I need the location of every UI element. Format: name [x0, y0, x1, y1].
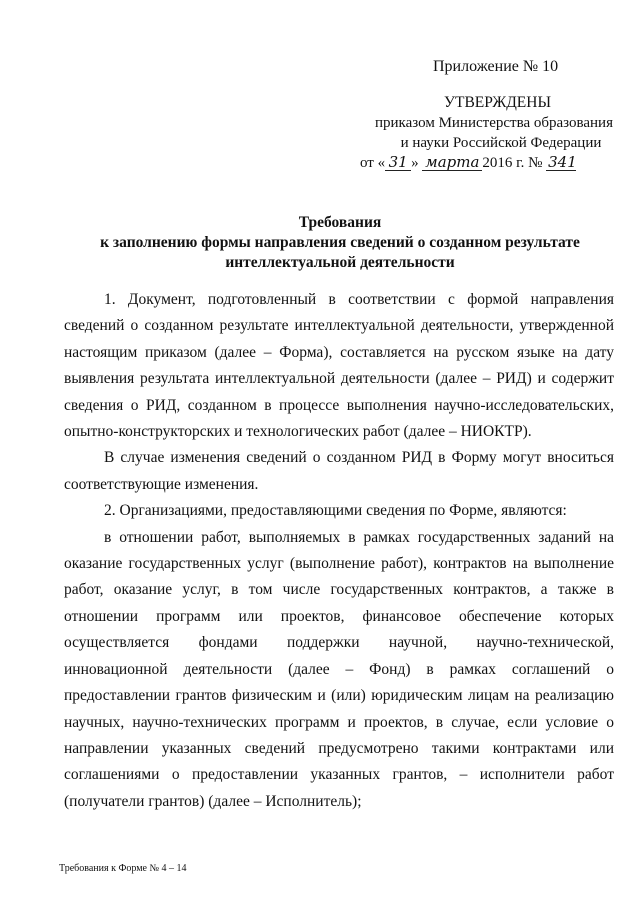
approved-title: УТВЕРЖДЕНЫ	[444, 94, 551, 111]
heading-line-2: к заполнению формы направления сведений о созданном результате	[100, 234, 580, 251]
handwritten-day: 31	[385, 155, 411, 171]
order-date-line	[360, 153, 620, 173]
order-line-1: приказом Министерства образования	[375, 115, 613, 131]
date-year: 2016 г. №	[482, 155, 543, 171]
document-heading	[80, 213, 600, 273]
page-footer: Требования к Форме № 4 – 14	[59, 863, 187, 874]
approval-block	[360, 93, 620, 173]
order-line-2: и науки Российской Федерации	[400, 135, 602, 151]
handwritten-month: марта	[422, 155, 482, 171]
date-mid: »	[411, 155, 419, 171]
handwritten-order-number: 341	[548, 153, 577, 171]
paragraph-2: В случае изменения сведений о созданном РИД в Форму могут вноситься соответствующие изменения.	[64, 449, 614, 493]
paragraph-4: в отношении работ, выполняемых в рамках государственных заданий на оказание государственных услуг (выполнение работ), контрактов на выполнение работ, оказание услуг, в том числе государственных контрактов, а также в отношении программ или проектов, финансовое обеспечение которых осуществляется фондами поддержки научной, научно-технической, инновационной деятельности (далее – Фонд) в рамках соглашений о предоставлении грантов физическим и (или) юридическим лицам на реализацию научных, научно-технических программ и проектов, в случае, если условие о направлении указанных сведений предусмотрено такими контрактами или соглашениями о предоставлении указанных грантов, – исполнители работ (получатели грантов) (далее – Исполнитель);	[64, 528, 614, 810]
heading-line-1: Требования	[298, 214, 382, 231]
heading-line-3: интеллектуальной деятельности	[225, 254, 455, 271]
document-body	[64, 287, 614, 815]
appendix-label: Приложение № 10	[433, 58, 559, 75]
paragraph-1: 1. Документ, подготовленный в соответствии с формой направления сведений о созданном результате интеллектуальной деятельности, утвержденной настоящим приказом (далее – Форма), составляется на русском языке на дату выявления результата интеллектуальной деятельности (далее – РИД) и содержит сведения о РИД, созданном в процессе выполнения научно-исследовательских, опытно-конструкторских и технологических работ (далее – НИОКТР).	[64, 291, 614, 441]
paragraph-3: 2. Организациями, предоставляющими сведения по Форме, являются:	[104, 502, 567, 520]
date-prefix: от «	[360, 155, 386, 171]
